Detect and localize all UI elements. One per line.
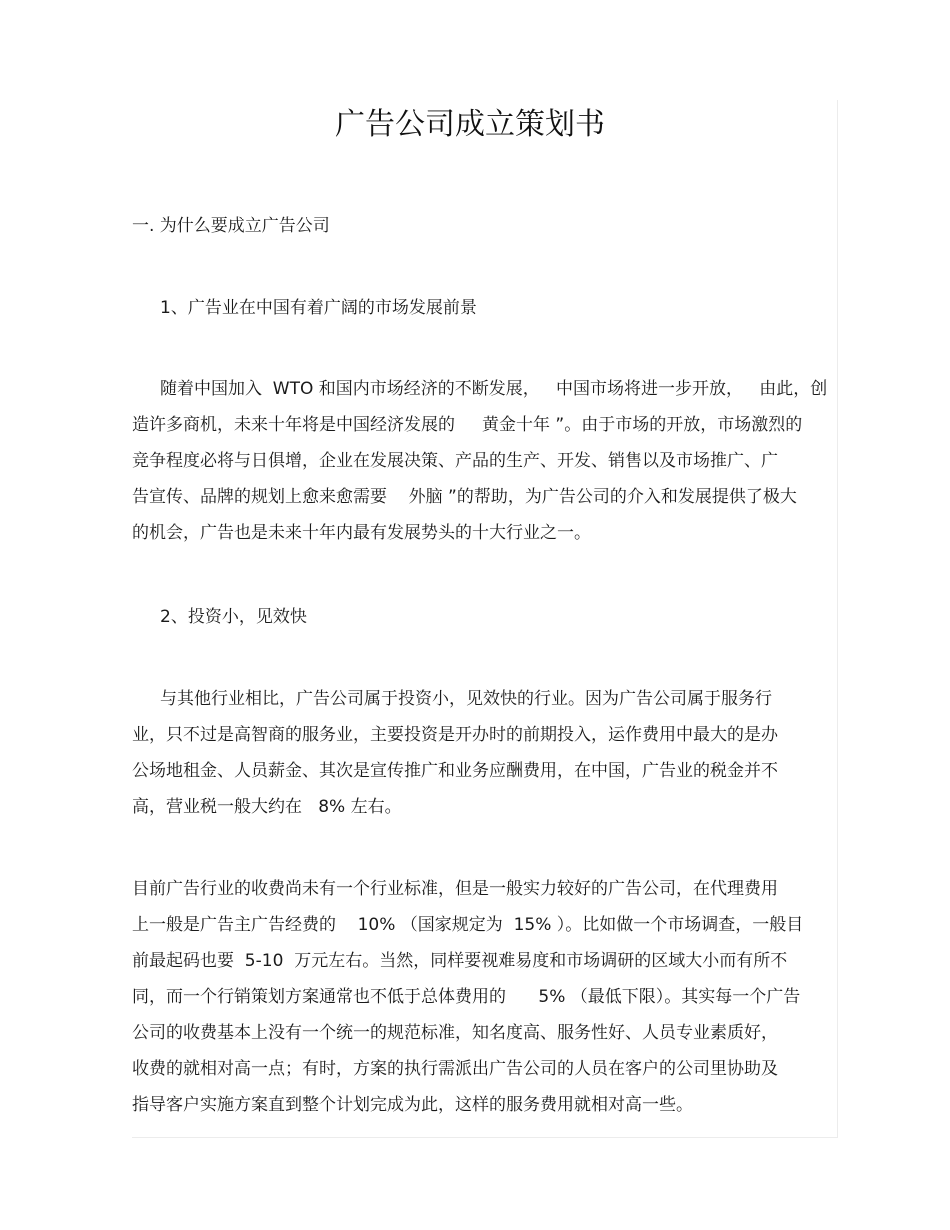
point2-heading: 2、投资小，见效快 (160, 607, 307, 627)
point1-line: 竞争程度必将与日俱增，企业在发展决策、产品的生产、开发、销售以及市场推广、广 (132, 451, 778, 471)
paragraph3-line: 同，而一个行销策划方案通常也不低于总体费用的 5% （最低下限）。其实每一个广告 (132, 987, 801, 1007)
paragraph3-line: 前最起码也要 5-10 万元左右。当然，同样要视难易度和市场调研的区域大小而有所不 (132, 951, 788, 971)
paragraph3-line: 目前广告行业的收费尚未有一个行业标准，但是一般实力较好的广告公司，在代理费用 (132, 879, 778, 899)
point1-line: 的机会，广告也是未来十年内最有发展势头的十大行业之一。 (132, 523, 591, 543)
point2-line: 高，营业税一般大约在 8% 左右。 (132, 797, 402, 817)
point2-line: 公场地租金、人员薪金、其次是宣传推广和业务应酬费用，在中国，广告业的税金并不 (132, 761, 778, 781)
point1-line: 告宣传、品牌的规划上愈来愈需要 外脑 ”的帮助，为广告公司的介入和发展提供了极大 (132, 487, 797, 507)
point1-line: 造许多商机，未来十年将是中国经济发展的 黄金十年 ”。由于市场的开放，市场激烈的 (132, 415, 803, 435)
point2-line: 业，只不过是高智商的服务业，主要投资是开办时的前期投入，运作费用中最大的是办 (132, 725, 778, 745)
section-heading: 一. 为什么要成立广告公司 (132, 216, 330, 236)
paragraph3-line: 上一般是广告主广告经费的 10% （国家规定为 15% ）。比如做一个市场调查，一般目 (132, 915, 804, 935)
point1-heading: 1、广告业在中国有着广阔的市场发展前景 (160, 298, 477, 318)
point2-line: 与其他行业相比，广告公司属于投资小，见效快的行业。因为广告公司属于服务行 (160, 689, 772, 709)
paragraph3-line: 收费的就相对高一点；有时，方案的执行需派出广告公司的人员在客户的公司里协助及 (132, 1059, 778, 1079)
document-title: 广告公司成立策划书 (335, 107, 605, 142)
paragraph3-line: 指导客户实施方案直到整个计划完成为此，这样的服务费用就相对高一些。 (132, 1095, 693, 1115)
paragraph3-line: 公司的收费基本上没有一个统一的规范标准，知名度高、服务性好、人员专业素质好， (132, 1023, 778, 1043)
point1-line: 随着中国加入 WTO 和国内市场经济的不断发展， 中国市场将进一步开放， 由此，创 (160, 379, 828, 399)
